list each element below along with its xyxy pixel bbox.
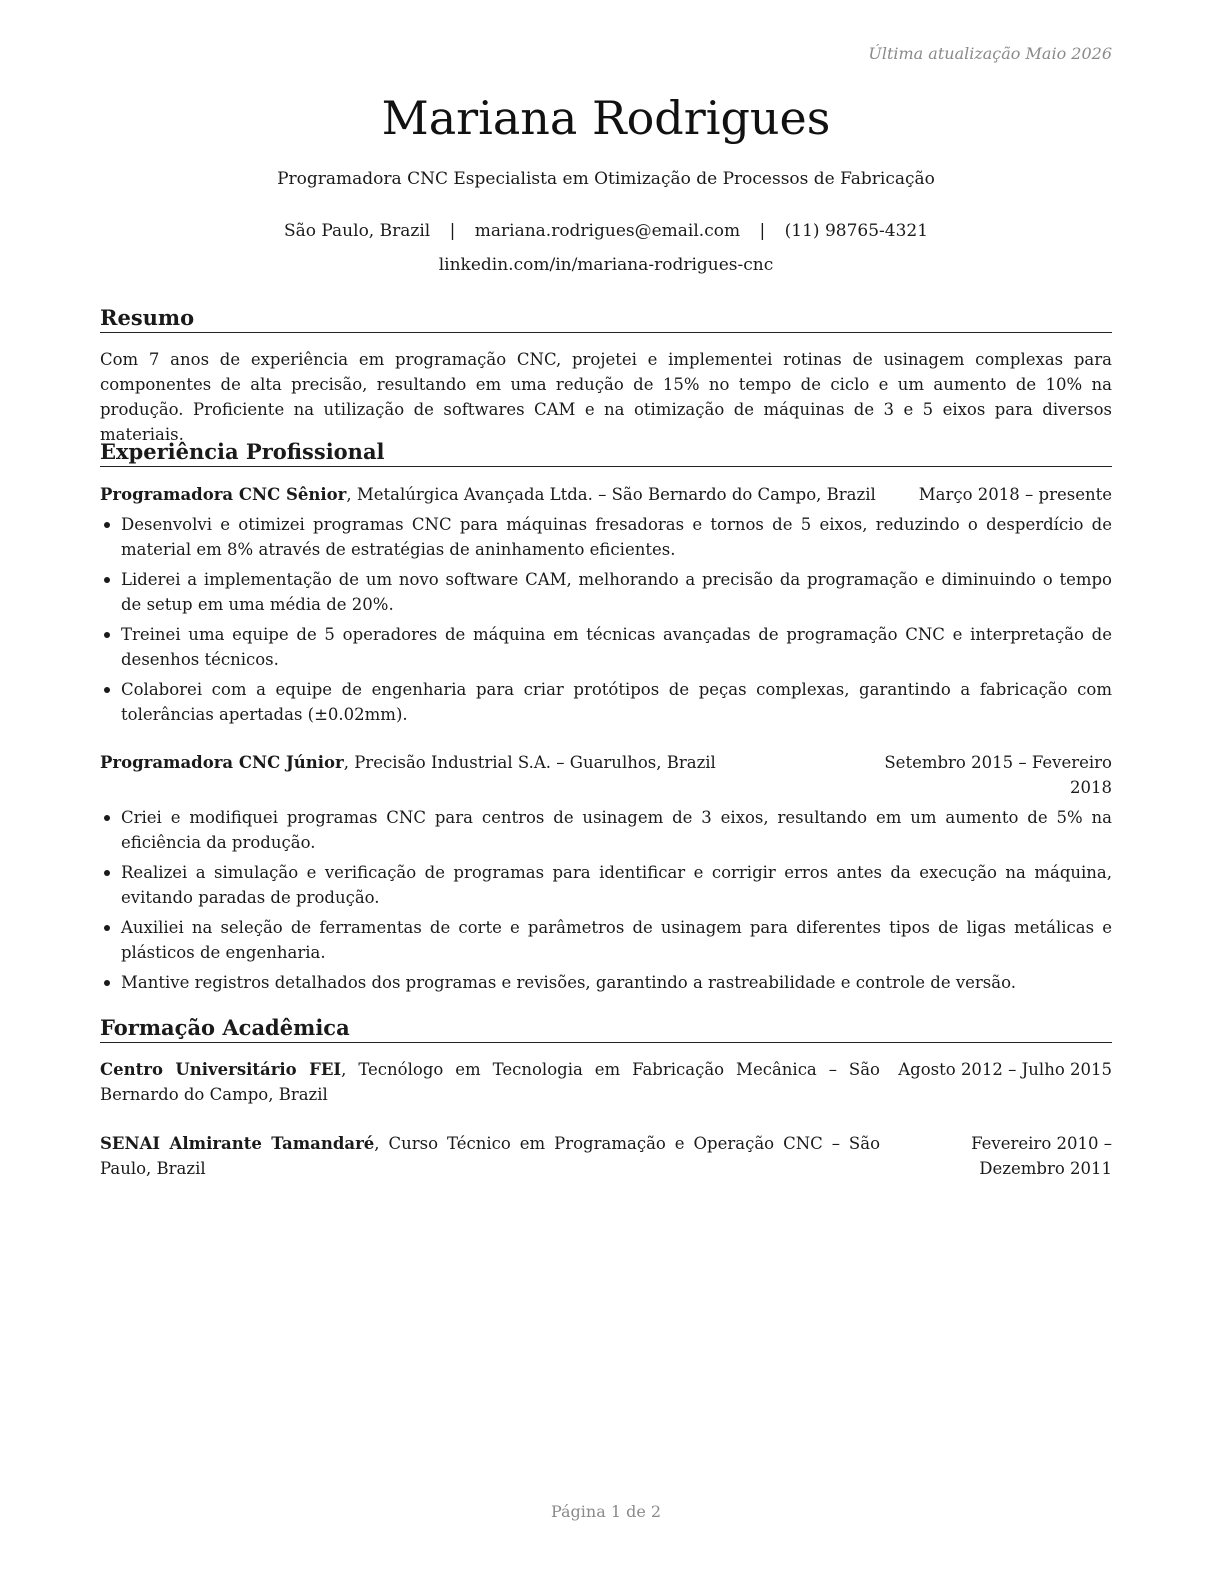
summary-text: Com 7 anos de experiência em programação CNC, projetei e implementei rotinas de usinagem complexas para componentes de alta precisão, resultando em uma redução de 15% no tempo de ciclo e um aumento de 10% na produção. Proficiente na utilização de softwares CAM e na otimização de máquinas de 3 e 5 eixos para diversos materiais. bbox=[100, 350, 1112, 444]
list-item bbox=[100, 567, 1112, 617]
bullet-text: Auxiliei na seleção de ferramentas de corte e parâmetros de usinagem para diferentes tipos de ligas metálicas e plásticos de engenharia. bbox=[121, 918, 1112, 962]
email-link[interactable]: mariana.rodrigues@email.com bbox=[474, 221, 741, 241]
bullet-text: Mantive registros detalhados dos programas e revisões, garantindo a rastreabilidade e controle de versão. bbox=[121, 973, 1016, 992]
bullet-icon bbox=[104, 687, 110, 693]
bullet-text: Desenvolvi e otimizei programas CNC para máquinas fresadoras e tornos de 5 eixos, reduzindo o desperdício de material em 8% através de estratégias de aninhamento eficientes. bbox=[121, 515, 1112, 559]
location: São Paulo, Brazil bbox=[283, 221, 431, 241]
school-name: Centro Universitário FEI bbox=[100, 1060, 342, 1079]
section-title-summary: Resumo bbox=[100, 304, 1112, 333]
bullet-text: Treinei uma equipe de 5 operadores de máquina em técnicas avançadas de programação CNC e interpretação de desenhos técnicos. bbox=[121, 625, 1112, 669]
list-item bbox=[100, 512, 1112, 562]
bullet-text: Colaborei com a equipe de engenharia para criar protótipos de peças complexas, garantindo a fabricação com tolerâncias apertadas (±0.02mm). bbox=[121, 680, 1112, 724]
separator: | bbox=[759, 221, 766, 241]
education-item bbox=[100, 1057, 1112, 1109]
bullet-icon bbox=[104, 577, 110, 583]
job-role: Programadora CNC Júnior bbox=[100, 753, 344, 772]
education-item bbox=[100, 1131, 1112, 1183]
resume-page bbox=[100, 0, 1112, 1584]
list-item bbox=[100, 622, 1112, 672]
job-bullets bbox=[100, 805, 1112, 1000]
list-item bbox=[100, 970, 1112, 995]
last-updated: Última atualização Maio 2026 bbox=[868, 44, 1112, 63]
separator: | bbox=[449, 221, 456, 241]
job-company: , Precisão Industrial S.A. – Guarulhos, Brazil bbox=[343, 753, 716, 772]
job-dates: Março 2018 – presente bbox=[918, 485, 1112, 504]
bullet-icon bbox=[104, 980, 110, 986]
bullet-icon bbox=[104, 632, 110, 638]
education-detail bbox=[100, 1057, 880, 1107]
section-title-experience: Experiência Profissional bbox=[100, 438, 1112, 467]
bullet-icon bbox=[104, 925, 110, 931]
list-item bbox=[100, 677, 1112, 727]
job-company: , Metalúrgica Avançada Ltda. – São Bernardo do Campo, Brazil bbox=[346, 485, 876, 504]
list-item bbox=[100, 860, 1112, 910]
degree: , Tecnólogo em Tecnologia em Fabricação Mecânica – São Bernardo do Campo, Brazil bbox=[100, 1060, 880, 1104]
job-header bbox=[100, 482, 1112, 508]
list-item bbox=[100, 915, 1112, 965]
education-detail bbox=[100, 1131, 880, 1181]
linkedin-link[interactable]: linkedin.com/in/mariana-rodrigues-cnc bbox=[438, 255, 774, 275]
job-title-line bbox=[100, 750, 880, 775]
candidate-name: Mariana Rodrigues bbox=[381, 91, 831, 145]
page-number: Página 1 de 2 bbox=[550, 1502, 662, 1521]
section-title-education: Formação Acadêmica bbox=[100, 1014, 1112, 1043]
bullet-text: Criei e modifiquei programas CNC para centros de usinagem de 3 eixos, resultando em um aumento de 5% na eficiência da produção. bbox=[121, 808, 1112, 852]
bullet-text: Realizei a simulação e verificação de programas para identificar e corrigir erros antes da execução na máquina, evitando paradas de produção. bbox=[121, 863, 1112, 907]
degree: , Curso Técnico em Programação e Operação CNC – São Paulo, Brazil bbox=[100, 1134, 881, 1178]
contact-line bbox=[100, 218, 1112, 244]
job-dates: Setembro 2015 – Fevereiro 2018 bbox=[884, 753, 1112, 797]
job-title-line bbox=[100, 482, 880, 507]
bullet-icon bbox=[104, 522, 110, 528]
school-name: SENAI Almirante Tamandaré bbox=[100, 1134, 375, 1153]
job-bullets bbox=[100, 512, 1112, 732]
bullet-icon bbox=[104, 870, 110, 876]
headline: Programadora CNC Especialista em Otimização de Processos de Fabricação bbox=[277, 169, 935, 189]
list-item bbox=[100, 805, 1112, 855]
phone: (11) 98765-4321 bbox=[784, 221, 929, 241]
bullet-text: Liderei a implementação de um novo software CAM, melhorando a precisão da programação e diminuindo o tempo de setup em uma média de 20%. bbox=[121, 570, 1112, 614]
job-header bbox=[100, 750, 1112, 802]
education-dates: Fevereiro 2010 – Dezembro 2011 bbox=[971, 1134, 1112, 1178]
bullet-icon bbox=[104, 815, 110, 821]
job-role: Programadora CNC Sênior bbox=[100, 485, 347, 504]
education-dates: Agosto 2012 – Julho 2015 bbox=[898, 1060, 1112, 1079]
